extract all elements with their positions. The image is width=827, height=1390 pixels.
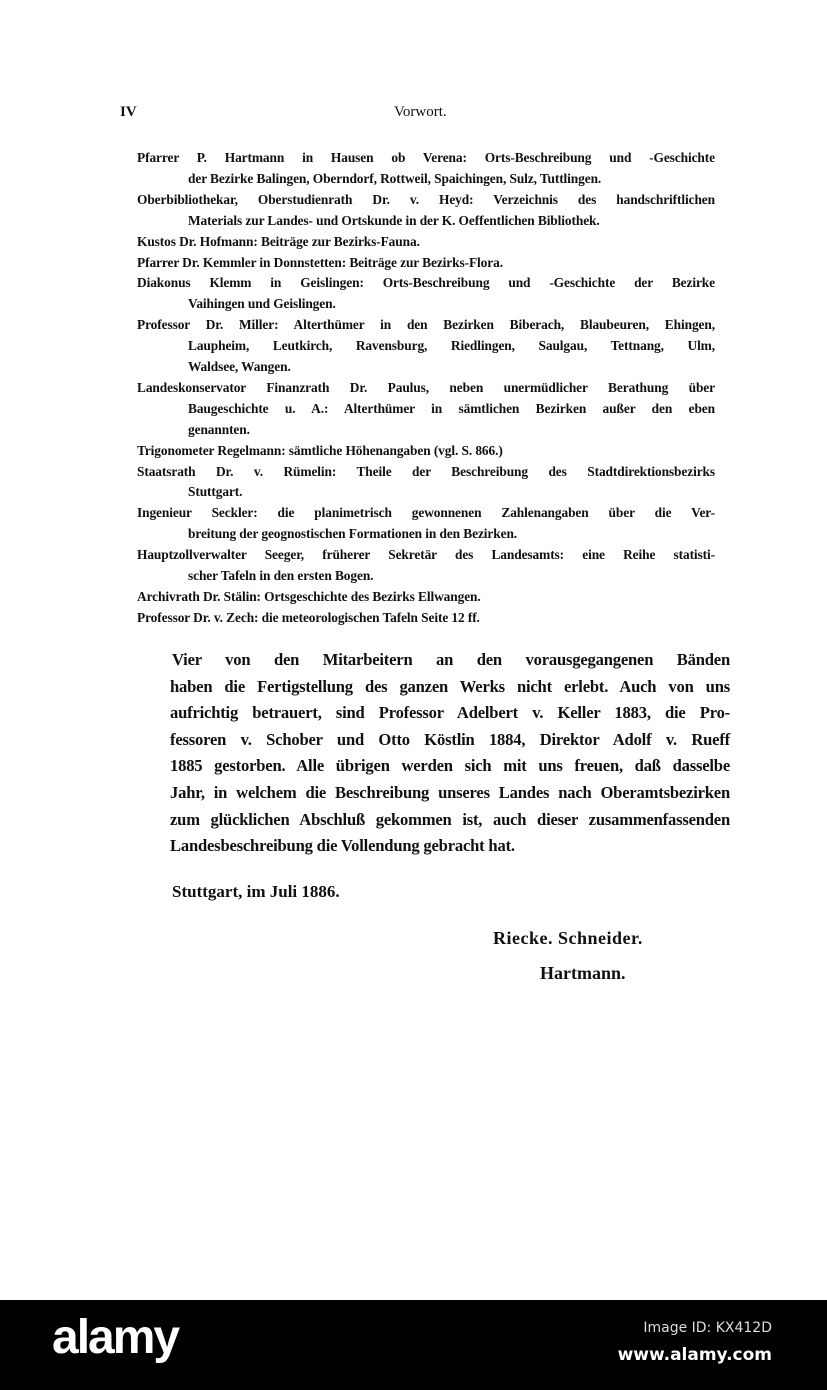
contributor-entry-continuation: scher Tafeln in den ersten Bogen. xyxy=(188,568,374,583)
contributor-entry-continuation: Materials zur Landes- und Ortskunde in der K. Oeffentlichen Bibliothek. xyxy=(188,212,600,228)
contributor-entry: Diakonus Klemm in Geislingen: Orts-Beschreibung und -Geschichte der Bezirke xyxy=(137,275,715,291)
paragraph-line: Vier von den Mitarbeitern an den vorausgegangenen Bänden xyxy=(172,650,730,669)
contributor-entry: Archivrath Dr. Stälin: Ortsgeschichte des Bezirks Ellwangen. xyxy=(137,588,481,604)
contributor-entry-continuation: genannten. xyxy=(188,421,250,437)
page-number: IV xyxy=(120,104,137,120)
paragraph-line: Jahr, in welchem die Beschreibung unseres Landes nach Oberamtsbezirken xyxy=(170,783,730,802)
contributor-entry-continuation: Baugeschichte u. A.: Alterthümer in sämtlichen Bezirken außer den eben xyxy=(188,400,715,416)
contributor-entry: Landeskonservator Finanzrath Dr. Paulus, neben unermüdlicher Berathung über xyxy=(137,379,715,395)
paragraph-line: Landesbeschreibung die Vollendung gebracht hat. xyxy=(170,836,515,856)
contributor-entry-continuation: Vaihingen und Geislingen. xyxy=(188,296,336,312)
signature-line-2: Hartmann. xyxy=(540,963,626,983)
contributor-entry-continuation: Stuttgart. xyxy=(188,484,243,500)
alamy-logo: alamy xyxy=(52,1311,179,1364)
contributor-entry: Professor Dr. v. Zech: die meteorologischen Tafeln Seite 12 ff. xyxy=(137,609,480,625)
contributor-entry-continuation: breitung der geognostischen Formationen in den Bezirken. xyxy=(188,526,518,542)
contributor-entry-continuation: der Bezirke Balingen, Oberndorf, Rottweil, Spaichingen, Sulz, Tuttlingen. xyxy=(188,170,602,186)
contributor-entry: Professor Dr. Miller: Alterthümer in den Bezirken Biberach, Blaubeuren, Ehingen, xyxy=(137,317,715,333)
contributor-entry: Hauptzollverwalter Seeger, früherer Sekretär des Landesamts: eine Reihe statisti- xyxy=(137,547,715,563)
contributor-entry: Pfarrer Dr. Kemmler in Donnstetten: Beiträge zur Bezirks-Flora. xyxy=(137,254,503,270)
place-date: Stuttgart, im Juli 1886. xyxy=(172,882,340,901)
paragraph-line: haben die Fertigstellung des ganzen Werks nicht erlebt. Auch von uns xyxy=(170,676,730,696)
contributor-entry: Kustos Dr. Hofmann: Beiträge zur Bezirks-Fauna. xyxy=(137,233,420,249)
paragraph-line: 1885 gestorben. Alle übrigen werden sich mit uns freuen, daß dasselbe xyxy=(170,756,730,776)
signature-line-1: Riecke. Schneider. xyxy=(493,928,643,948)
paragraph-line: zum glücklichen Abschluß gekommen ist, auch dieser zusammenfassenden xyxy=(170,809,730,829)
page-title: Vorwort. xyxy=(394,104,447,120)
image-id: Image ID: KX412D xyxy=(643,1320,772,1336)
watermark-bar xyxy=(0,1300,827,1390)
paragraph-line: aufrichtig betrauert, sind Professor Adelbert v. Keller 1883, die Pro- xyxy=(170,703,730,723)
contributor-entry: Pfarrer P. Hartmann in Hausen ob Verena: Orts-Beschreibung und -Geschichte xyxy=(137,150,715,165)
contributor-entry: Ingenieur Seckler: die planimetrisch gewonnenen Zahlenangaben über die Ver- xyxy=(137,505,715,521)
contributor-entry-continuation: Waldsee, Wangen. xyxy=(188,359,291,374)
contributor-entry: Staatsrath Dr. v. Rümelin: Theile der Beschreibung des Stadtdirektionsbezirks xyxy=(137,463,715,479)
contributor-entry-continuation: Laupheim, Leutkirch, Ravensburg, Riedlingen, Saulgau, Tettnang, Ulm, xyxy=(188,338,715,354)
contributor-entry: Oberbibliothekar, Oberstudienrath Dr. v. Heyd: Verzeichnis des handschriftlichen xyxy=(137,191,715,207)
contributor-entry: Trigonometer Regelmann: sämtliche Höhenangaben (vgl. S. 866.) xyxy=(137,442,503,458)
watermark-url: www.alamy.com xyxy=(617,1345,772,1365)
paragraph-line: fessoren v. Schober und Otto Köstlin 1884, Direktor Adolf v. Rueff xyxy=(170,729,730,749)
